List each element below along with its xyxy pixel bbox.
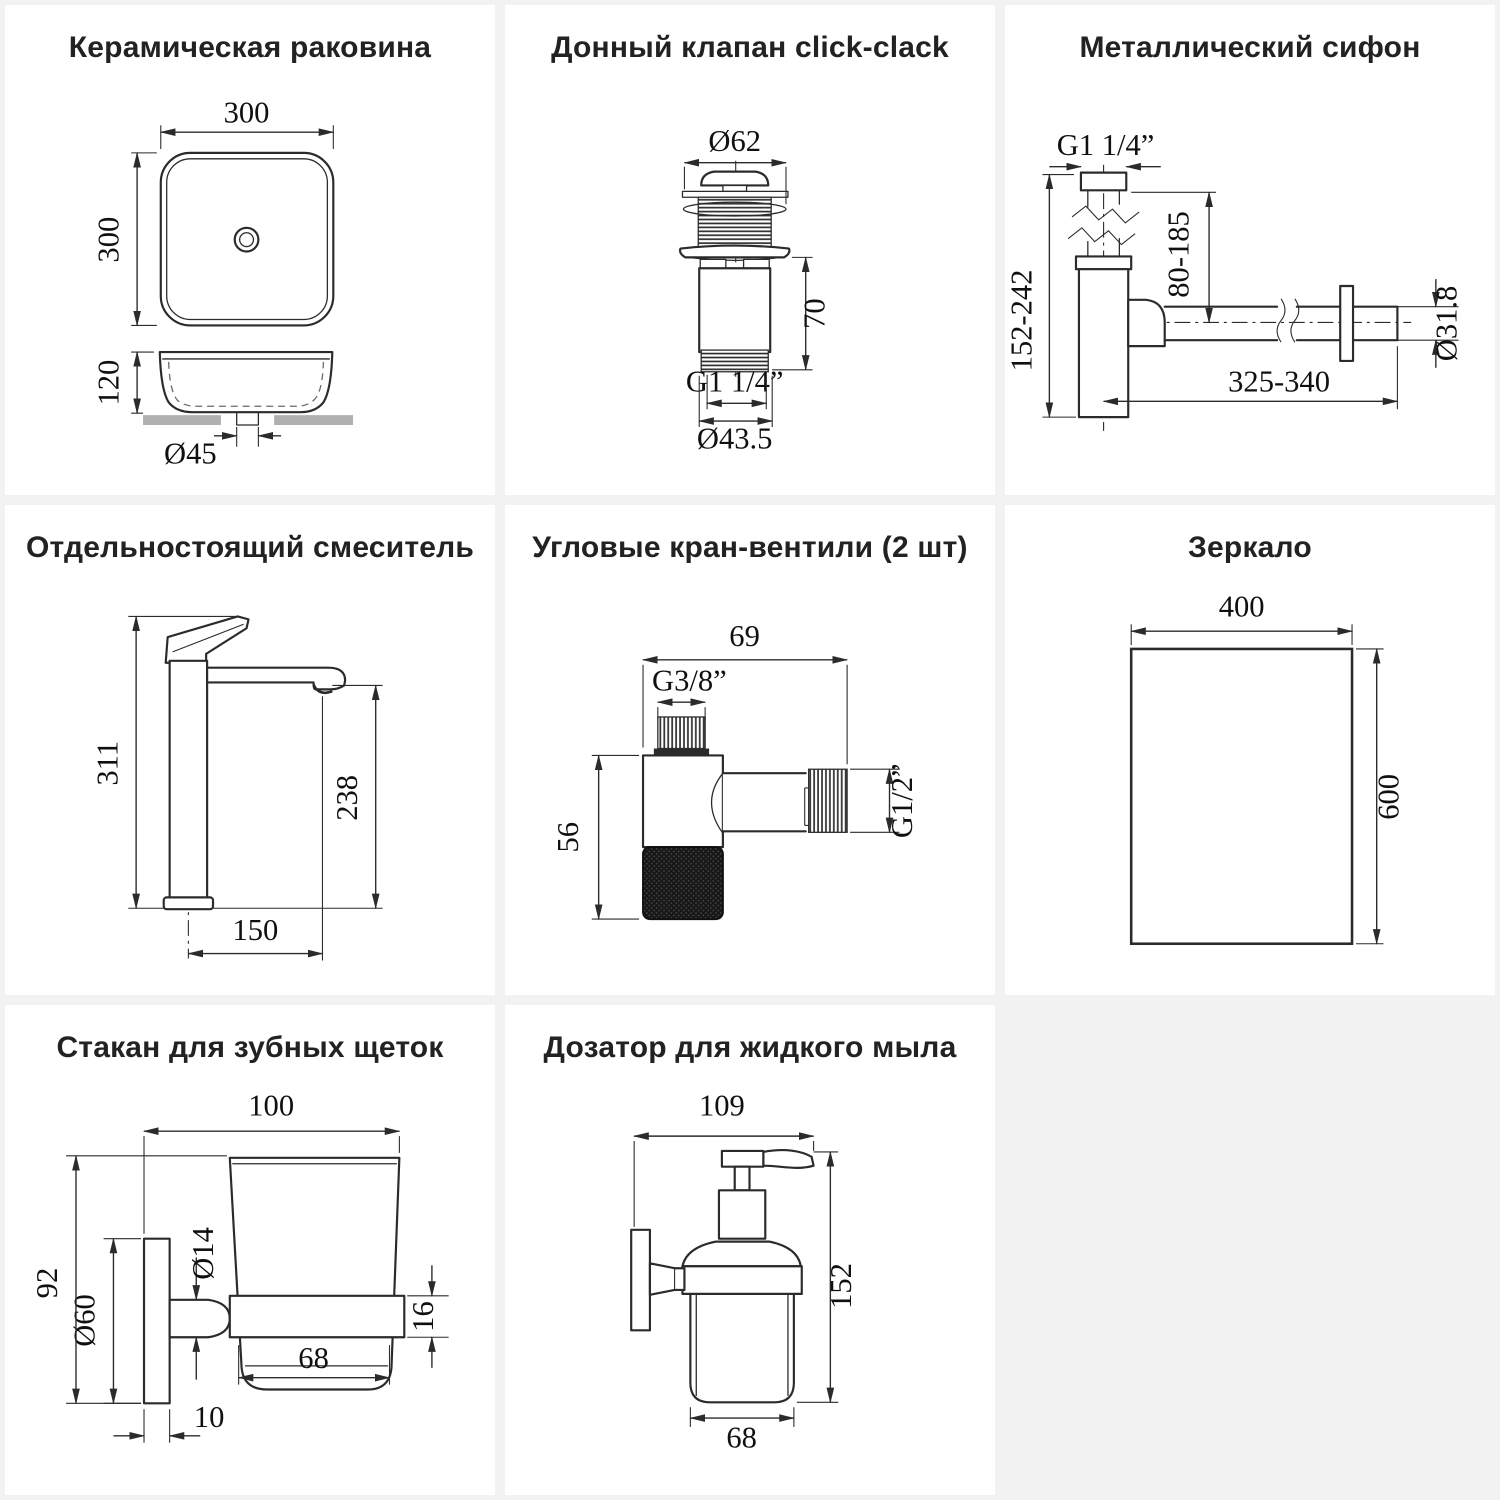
svg-text:152: 152 (824, 1263, 859, 1309)
panel-title: Угловые кран-вентили (2 шт) (532, 531, 968, 564)
panel-sink (5, 5, 495, 495)
dim-spout-reach (188, 696, 322, 960)
panel-angle-valves (505, 505, 995, 995)
svg-text:300: 300 (91, 216, 126, 263)
dim-depth (91, 153, 156, 326)
svg-text:100: 100 (248, 1088, 295, 1123)
dim-bottle-width (690, 1407, 794, 1454)
pump-spout (763, 1150, 813, 1168)
holder-ring (230, 1296, 405, 1337)
outlet-thread (809, 769, 847, 832)
mirror-technical-drawing (1005, 505, 1495, 995)
dim-thread (686, 364, 784, 409)
spout (207, 668, 345, 690)
svg-text:Ø60: Ø60 (67, 1294, 102, 1347)
mixer-technical-drawing (5, 505, 495, 995)
countertop-left (143, 415, 221, 425)
dim-outlet-thread (850, 763, 919, 838)
dim-pipe-diameter (1397, 279, 1463, 368)
arm (650, 1263, 685, 1295)
svg-text:152-242: 152-242 (1005, 269, 1039, 372)
bottle-shoulder (682, 1242, 800, 1267)
svg-text:109: 109 (698, 1088, 745, 1123)
dim-width (161, 95, 334, 149)
svg-text:56: 56 (550, 821, 585, 853)
dim-thread (1049, 128, 1160, 167)
panel-siphon (1005, 5, 1495, 495)
panel-title: Дозатор для жидкого мыла (543, 1031, 957, 1064)
sink-technical-drawing (5, 5, 495, 495)
panel-title: Стакан для зубных щеток (56, 1031, 444, 1064)
svg-text:Ø14: Ø14 (186, 1227, 221, 1280)
svg-text:G3/8”: G3/8” (652, 663, 727, 698)
outlet-pipe (1165, 307, 1398, 341)
svg-text:325-340: 325-340 (1228, 364, 1330, 399)
empty-cell (1005, 1005, 1495, 1495)
dim-inlet-thread (652, 663, 727, 720)
svg-text:16: 16 (405, 1301, 440, 1332)
arm (170, 1300, 230, 1337)
svg-text:120: 120 (91, 359, 126, 406)
bottom-flange (680, 246, 789, 258)
panel-title: Донный клапан click-clack (551, 31, 949, 64)
panel-title: Отдельностоящий смеситель (25, 531, 475, 564)
knurled-handle (643, 847, 723, 919)
pump-stem (735, 1167, 750, 1191)
valve-body (643, 717, 847, 919)
svg-text:300: 300 (223, 95, 270, 130)
mirror-outline (1131, 649, 1352, 944)
dim-height (551, 755, 639, 919)
dim-total-height (90, 616, 237, 908)
svg-text:G1 1/4”: G1 1/4” (1056, 127, 1155, 162)
svg-text:G1/2”: G1/2” (885, 763, 920, 839)
dispenser-technical-drawing (505, 1005, 995, 1495)
glass-bottle (690, 1294, 794, 1402)
bottle-body (1079, 269, 1128, 417)
elbow (1128, 300, 1164, 346)
drain-valve-technical-drawing (505, 5, 995, 495)
svg-text:92: 92 (30, 1267, 65, 1299)
dim-holder-height (406, 1265, 449, 1368)
dim-spout-height (213, 685, 383, 908)
svg-text:600: 600 (1371, 773, 1406, 820)
base-flange (164, 897, 213, 909)
top-nut (1081, 173, 1126, 191)
siphon-technical-drawing (1005, 5, 1495, 495)
drain-stub (237, 412, 259, 425)
wall-plate (144, 1239, 170, 1404)
column (170, 661, 207, 900)
svg-text:Ø43.5: Ø43.5 (696, 421, 773, 456)
tumbler-technical-drawing (5, 1005, 495, 1495)
dim-drain (164, 427, 281, 470)
svg-text:G1 1/4”: G1 1/4” (685, 364, 784, 399)
dim-width (1131, 589, 1352, 645)
svg-text:Ø62: Ø62 (708, 123, 762, 158)
panel-title: Зеркало (1188, 531, 1312, 564)
inlet-thread (658, 717, 705, 749)
svg-text:311: 311 (90, 740, 125, 786)
svg-text:68: 68 (726, 1420, 757, 1455)
panel-mirror (1005, 505, 1495, 995)
dim-body-height (772, 257, 831, 369)
mixer-body (164, 616, 345, 909)
svg-text:80-185: 80-185 (1161, 211, 1196, 298)
wall-flange (1340, 286, 1353, 361)
svg-text:69: 69 (729, 618, 760, 653)
lower-cylinder (699, 268, 770, 352)
svg-text:Ø31.8: Ø31.8 (1429, 285, 1464, 362)
tumbler-body (144, 1158, 404, 1403)
valve-body (680, 172, 789, 372)
panel-title: Металлический сифон (1079, 31, 1421, 64)
panel-title: Керамическая раковина (68, 31, 432, 64)
drain-hole-icon (235, 228, 259, 252)
coupling-nut (1076, 256, 1131, 269)
threaded-section (698, 197, 771, 248)
holder-ring (682, 1266, 801, 1294)
countertop-right (274, 415, 353, 425)
panel-dispenser (505, 1005, 995, 1495)
top-flange (682, 191, 787, 197)
angle-valve-technical-drawing (505, 505, 995, 995)
dispenser-body (631, 1150, 813, 1402)
sink-side-view (143, 352, 353, 425)
panel-mixer (5, 505, 495, 995)
svg-text:Ø45: Ø45 (164, 436, 217, 471)
dim-height (1356, 649, 1405, 944)
sink-top-view (161, 153, 334, 326)
svg-text:238: 238 (329, 774, 364, 821)
svg-text:70: 70 (797, 298, 832, 329)
dim-plate-depth (113, 1400, 224, 1443)
dim-plate-diameter (68, 1239, 141, 1404)
lever-handle (166, 616, 249, 662)
wall-plate (631, 1230, 650, 1331)
svg-text:150: 150 (232, 912, 279, 947)
svg-text:68: 68 (298, 1340, 329, 1375)
dim-height (91, 352, 153, 413)
panel-drain-valve (505, 5, 995, 495)
body (643, 755, 723, 847)
panel-tumbler (5, 1005, 495, 1495)
svg-text:10: 10 (193, 1399, 225, 1434)
svg-text:400: 400 (1218, 589, 1265, 624)
pump-collar (719, 1190, 765, 1238)
dim-height (797, 1152, 858, 1402)
dim-height-range (1005, 175, 1076, 418)
pump-head (722, 1151, 763, 1167)
